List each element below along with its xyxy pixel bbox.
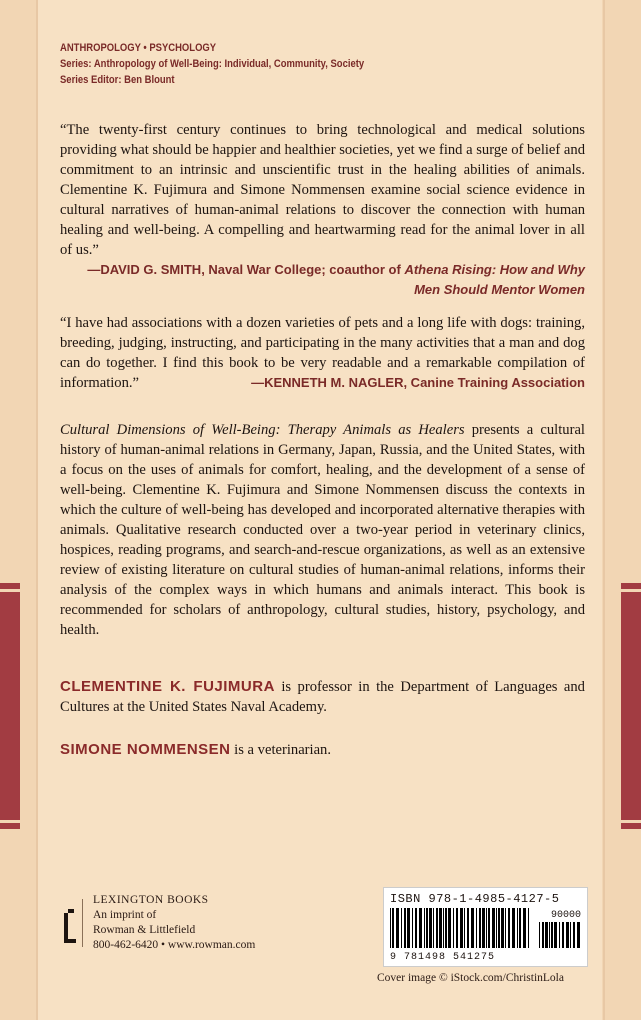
subject-categories: ANTHROPOLOGY • PSYCHOLOGY: [60, 42, 217, 54]
price-barcode-bars: [539, 922, 581, 948]
left-decorative-stripe: [0, 583, 20, 829]
publisher-parent: Rowman & Littlefield: [93, 924, 196, 936]
quote-attribution: —KENNETH M. NAGLER, Canine Training Association: [251, 375, 585, 390]
publisher-name: LEXINGTON BOOKS: [93, 894, 209, 906]
publisher-block: [60, 893, 255, 953]
book-title: Cultural Dimensions of Well-Being: Therapy Animals as Healers: [60, 422, 465, 438]
description-text: presents a cultural history of human-animal relations in Germany, Japan, Russia, and the United States, with a focus on the uses of animals for comfort, healing, and the development of a sense of well-being. Clementine K. Fujimura and Simone Nommensen discuss the contexts in which the culture of well-being has developed and incorporated alternative therapies with animals. Qualitative research conducted over a two-year period in veterinary clinics, hospices, reading programs, and search-and-rescue organizations, as well as an extensive review of existing literature on cultural studies of human-animal relations, informs their analysis of the complex ways in which humans and animals interact. This book is recommended for scholars of anthropology, cultural studies, history, psychology, and health.: [60, 422, 585, 638]
isbn-text: ISBN 978-1-4985-4127-5: [390, 892, 560, 906]
price-code: 90000: [550, 910, 581, 921]
publisher-logo: [60, 899, 83, 947]
quote-attribution: [60, 260, 585, 300]
right-border-line: [603, 0, 605, 1020]
attribution-book: Athena Rising: How and Why Men Should Mentor Women: [404, 262, 585, 297]
publisher-imprint: An imprint of: [93, 909, 157, 921]
cover-image-credit: Cover image © iStock.com/ChristinLola: [377, 972, 564, 984]
barcode-bars: [390, 908, 530, 948]
quote-text: “I have had associations with a dozen varieties of pets and a long life with dogs: training, breeding, judging, instructing, and participating in the many activities that a man and dog can do together. I find this book to be very readable and a remarkable compilation of information.”: [60, 315, 585, 391]
series-info: [60, 40, 364, 88]
author-name: CLEMENTINE K. FUJIMURA: [60, 678, 275, 695]
attribution-name: —DAVID G. SMITH, Naval War College; coauthor of: [87, 262, 401, 277]
isbn-barcode: [383, 887, 588, 967]
series-editor: Series Editor: Ben Blount: [60, 74, 175, 86]
publisher-contact: 800-462-6420 • www.rowman.com: [93, 939, 256, 951]
book-description: [60, 420, 585, 640]
quote-block-2: [60, 313, 585, 393]
publisher-info: [93, 893, 255, 953]
barcode-digits: 9 781498 541275: [390, 952, 496, 963]
author-bio: is a veterinarian.: [230, 742, 332, 758]
author-bio-2: [60, 740, 585, 760]
quote-text: “The twenty-first century continues to bring technological and medical solutions providing what should be happier and healthier societies, yet we find a surge of belief and commitment to an intrinsic and unscientific trust in the healing abilities of animals. Clementine K. Fujimura and Simone Nommensen examine social science evidence in cultural narratives of human-animal relations to discover the connection with human healing and well-being. A compelling and heartwarming read for the animal lover in all of us.”: [60, 122, 585, 258]
quote-block-1: [60, 120, 585, 300]
author-bio-1: [60, 677, 585, 717]
right-decorative-stripe: [621, 583, 641, 829]
author-bio: is professor in the Department of Languages and Cultures at the United States Naval Academy.: [60, 679, 585, 715]
series-title: Series: Anthropology of Well-Being: Individual, Community, Society: [60, 58, 365, 70]
author-name: SIMONE NOMMENSEN: [60, 741, 231, 758]
